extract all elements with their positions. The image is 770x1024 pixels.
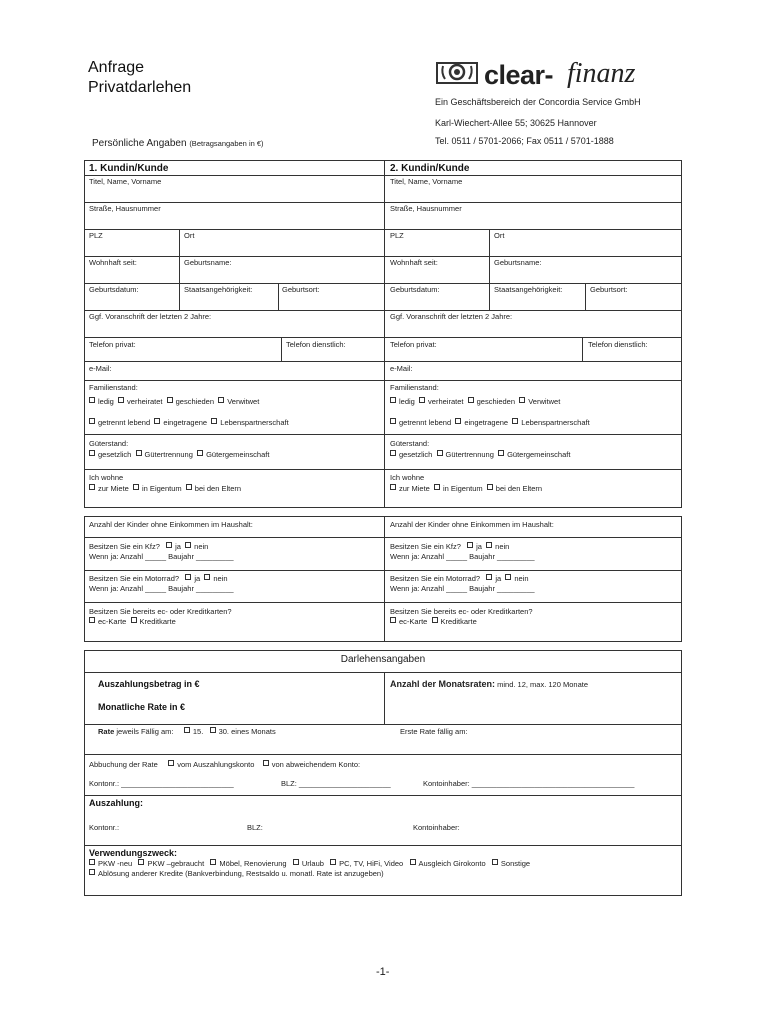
marital-status-label-2: Familienstand: [390,383,439,392]
debit-holder-field[interactable]: Kontoinhaber: _______________________________________ [423,779,635,788]
checkbox-community-2[interactable]: Gütergemeinschaft [498,450,570,459]
debit-account-field[interactable]: Kontonr.: ___________________________ [89,779,234,788]
email-2[interactable]: e-Mail: [390,364,413,373]
car-question-2: Besitzen Sie ein Kfz? ja nein [390,542,510,551]
resident-since-1[interactable]: Wohnhaft seit: [89,258,137,267]
phone-private-1[interactable]: Telefon privat: [89,340,136,349]
first-rate-field[interactable]: Erste Rate fällig am: [400,727,468,736]
previous-address-1[interactable]: Ggf. Voranschrift der letzten 2 Jahre: [89,312,212,321]
section-title-text: Persönliche Angaben [92,138,187,149]
page-number: -1- [376,966,390,978]
brand-finanz: finanz [567,58,636,89]
birth-date-1[interactable]: Geburtsdatum: [89,285,139,294]
checkbox-rent-1[interactable]: zur Miete [89,484,129,493]
payout-blz-field[interactable]: BLZ: [247,823,263,832]
monthly-rate-field[interactable]: Monatliche Rate in € [98,702,186,712]
checkbox-refinance[interactable]: Ablösung anderer Kredite (Bankverbindung, Restsaldo u. monatl. Rate ist anzugeben) [89,869,384,878]
moto-details-2[interactable]: Wenn ja: Anzahl _____ Baujahr _________ [390,584,535,593]
children-count-1[interactable]: Anzahl der Kinder ohne Einkommen im Haushalt: [89,520,253,529]
checkbox-separation-2[interactable]: Gütertrennung [437,450,494,459]
children-count-2[interactable]: Anzahl der Kinder ohne Einkommen im Haushalt: [390,520,554,529]
checkbox-rate-15[interactable]: 15. [184,727,203,736]
section-note: (Betragsangaben in €) [189,139,264,148]
living-label-2: Ich wohne [390,473,425,482]
checkbox-moto-no-1[interactable]: nein [204,574,227,583]
birth-place-2[interactable]: Geburtsort: [590,285,628,294]
marital-options-2b [390,418,590,427]
checkbox-car-used[interactable]: PKW –gebraucht [138,859,204,868]
checkbox-separated-2[interactable]: getrennt lebend [390,418,451,427]
checkbox-car-no-1[interactable]: nein [185,542,208,551]
nationality-1[interactable]: Staatsangehörigkeit: [184,285,253,294]
checkbox-car-yes-1[interactable]: ja [166,542,181,551]
checkbox-moto-yes-1[interactable]: ja [185,574,200,583]
property-label-2: Güterstand: [390,439,430,448]
card-options-1 [89,617,176,626]
document-title [88,58,191,98]
rate-due-row: Rate jeweils Fällig am: 15. 30. eines Monats [98,727,276,736]
checkbox-ec-card-2[interactable]: ec-Karte [390,617,427,626]
checkbox-parents-2[interactable]: bei den Eltern [487,484,542,493]
checkbox-single-2[interactable]: ledig [390,397,415,406]
checkbox-own-2[interactable]: in Eigentum [434,484,483,493]
checkbox-widowed-2[interactable]: Verwitwet [519,397,560,406]
debit-blz-field[interactable]: BLZ: ______________________ [281,779,391,788]
checkbox-own-1[interactable]: in Eigentum [133,484,182,493]
moto-question-2: Besitzen Sie ein Motorrad? ja nein [390,574,529,583]
car-question-1: Besitzen Sie ein Kfz? ja nein [89,542,209,551]
personal-data-table [84,160,682,508]
checkbox-other[interactable]: Sonstige [492,859,530,868]
checkbox-car-new[interactable]: PKW -neu [89,859,132,868]
birth-date-2[interactable]: Geburtsdatum: [390,285,440,294]
company-line-1: Ein Geschäftsbereich der Concordia Service GmbH [435,97,641,107]
checkbox-divorced-1[interactable]: geschieden [167,397,214,406]
property-label-1: Güterstand: [89,439,129,448]
living-options-1 [89,484,241,493]
clear-finanz-logo [436,58,656,92]
name-field-1[interactable]: Titel, Name, Vorname [89,177,162,186]
checkbox-ec-card-1[interactable]: ec-Karte [89,617,126,626]
checkbox-parents-1[interactable]: bei den Eltern [186,484,241,493]
resident-since-2[interactable]: Wohnhaft seit: [390,258,438,267]
checkbox-divorced-2[interactable]: geschieden [468,397,515,406]
checkbox-statutory-2[interactable]: gesetzlich [390,450,432,459]
property-options-2 [390,450,570,459]
checkbox-moto-yes-2[interactable]: ja [486,574,501,583]
card-options-2 [390,617,477,626]
birth-name-1[interactable]: Geburtsname: [184,258,232,267]
ort-field-1[interactable]: Ort [184,231,195,240]
customer-2-header: 2. Kundin/Kunde [390,163,470,174]
property-options-1 [89,450,269,459]
purpose-title: Verwendungszweck: [89,848,178,858]
checkbox-registered-2[interactable]: eingetragene [455,418,508,427]
payout-amount-field[interactable]: Auszahlungsbetrag in € [98,679,200,689]
checkbox-separated-1[interactable]: getrennt lebend [89,418,150,427]
checkbox-moto-no-2[interactable]: nein [505,574,528,583]
car-details-1[interactable]: Wenn ja: Anzahl _____ Baujahr _________ [89,552,234,561]
previous-address-2[interactable]: Ggf. Voranschrift der letzten 2 Jahre: [390,312,513,321]
title-line-2: Privatdarlehen [88,79,192,96]
payout-title: Auszahlung: [89,798,143,808]
phone-work-2[interactable]: Telefon dienstlich: [588,340,648,349]
customer-1-header: 1. Kundin/Kunde [89,163,169,174]
name-field-2[interactable]: Titel, Name, Vorname [390,177,463,186]
company-phone: Tel. 0511 / 5701-2066; Fax 0511 / 5701-1888 [435,136,614,146]
marital-status-label-1: Familienstand: [89,383,138,392]
phone-private-2[interactable]: Telefon privat: [390,340,437,349]
marital-options-2a [390,397,560,406]
installments-field[interactable]: Anzahl der Monatsraten: mind. 12, max. 120 Monate [390,679,588,689]
checkbox-community-1[interactable]: Gütergemeinschaft [197,450,269,459]
checkbox-debit-other-account[interactable]: von abweichendem Konto: [263,760,360,769]
checkbox-rate-30[interactable]: 30. eines Monats [210,727,276,736]
ort-field-2[interactable]: Ort [494,231,505,240]
street-field-2[interactable]: Straße, Hausnummer [390,204,462,213]
card-question-1: Besitzen Sie bereits ec- oder Kreditkarten? [89,607,232,616]
moto-details-1[interactable]: Wenn ja: Anzahl _____ Baujahr _________ [89,584,234,593]
checkbox-rent-2[interactable]: zur Miete [390,484,430,493]
loan-section-title: Darlehensangaben [340,654,426,665]
checkbox-electronics[interactable]: PC, TV, HiFi, Video [330,859,403,868]
logo-mark-icon [436,62,478,84]
checkbox-married-2[interactable]: verheiratet [419,397,463,406]
section-title-personal [92,138,264,149]
moto-question-1: Besitzen Sie ein Motorrad? ja nein [89,574,228,583]
living-label-1: Ich wohne [89,473,124,482]
street-field-1[interactable]: Straße, Hausnummer [89,204,161,213]
checkbox-credit-card-2[interactable]: Kreditkarte [432,617,477,626]
payout-holder-field[interactable]: Kontoinhaber: [413,823,460,832]
household-table [84,516,682,642]
checkbox-married-1[interactable]: verheiratet [118,397,162,406]
debit-row: Abbuchung der Rate vom Auszahlungskonto von abweichendem Konto: [89,760,361,769]
company-address: Karl-Wiechert-Allee 55; 30625 Hannover [435,118,597,128]
purpose-options-1 [89,859,530,868]
checkbox-registered-1[interactable]: eingetragene [154,418,207,427]
car-details-2[interactable]: Wenn ja: Anzahl _____ Baujahr _________ [390,552,535,561]
checkbox-furniture[interactable]: Möbel, Renovierung [210,859,286,868]
purpose-options-2 [89,869,384,878]
checkbox-credit-card-1[interactable]: Kreditkarte [131,617,176,626]
checkbox-separation-1[interactable]: Gütertrennung [136,450,193,459]
marital-options-1a [89,397,259,406]
living-options-2 [390,484,542,493]
checkbox-partnership-2[interactable]: Lebenspartnerschaft [512,418,589,427]
loan-table [84,650,682,896]
nationality-2[interactable]: Staatsangehörigkeit: [494,285,563,294]
marital-options-1b [89,418,289,427]
checkbox-statutory-1[interactable]: gesetzlich [89,450,131,459]
checkbox-car-yes-2[interactable]: ja [467,542,482,551]
birth-place-1[interactable]: Geburtsort: [282,285,320,294]
checkbox-checking-account[interactable]: Ausgleich Girokonto [410,859,486,868]
card-question-2: Besitzen Sie bereits ec- oder Kreditkarten? [390,607,533,616]
payout-account-field[interactable]: Kontonr.: [89,823,120,832]
checkbox-car-no-2[interactable]: nein [486,542,509,551]
birth-name-2[interactable]: Geburtsname: [494,258,542,267]
checkbox-widowed-1[interactable]: Verwitwet [218,397,259,406]
brand-clear: clear- [484,60,554,90]
title-line-1: Anfrage [88,59,145,76]
checkbox-debit-payout-account[interactable]: vom Auszahlungskonto [168,760,254,769]
phone-work-1[interactable]: Telefon dienstlich: [286,340,346,349]
checkbox-single-1[interactable]: ledig [89,397,114,406]
email-1[interactable]: e-Mail: [89,364,112,373]
checkbox-vacation[interactable]: Urlaub [293,859,324,868]
checkbox-partnership-1[interactable]: Lebenspartnerschaft [211,418,288,427]
plz-field-2[interactable]: PLZ [390,231,404,240]
plz-field-1[interactable]: PLZ [89,231,103,240]
